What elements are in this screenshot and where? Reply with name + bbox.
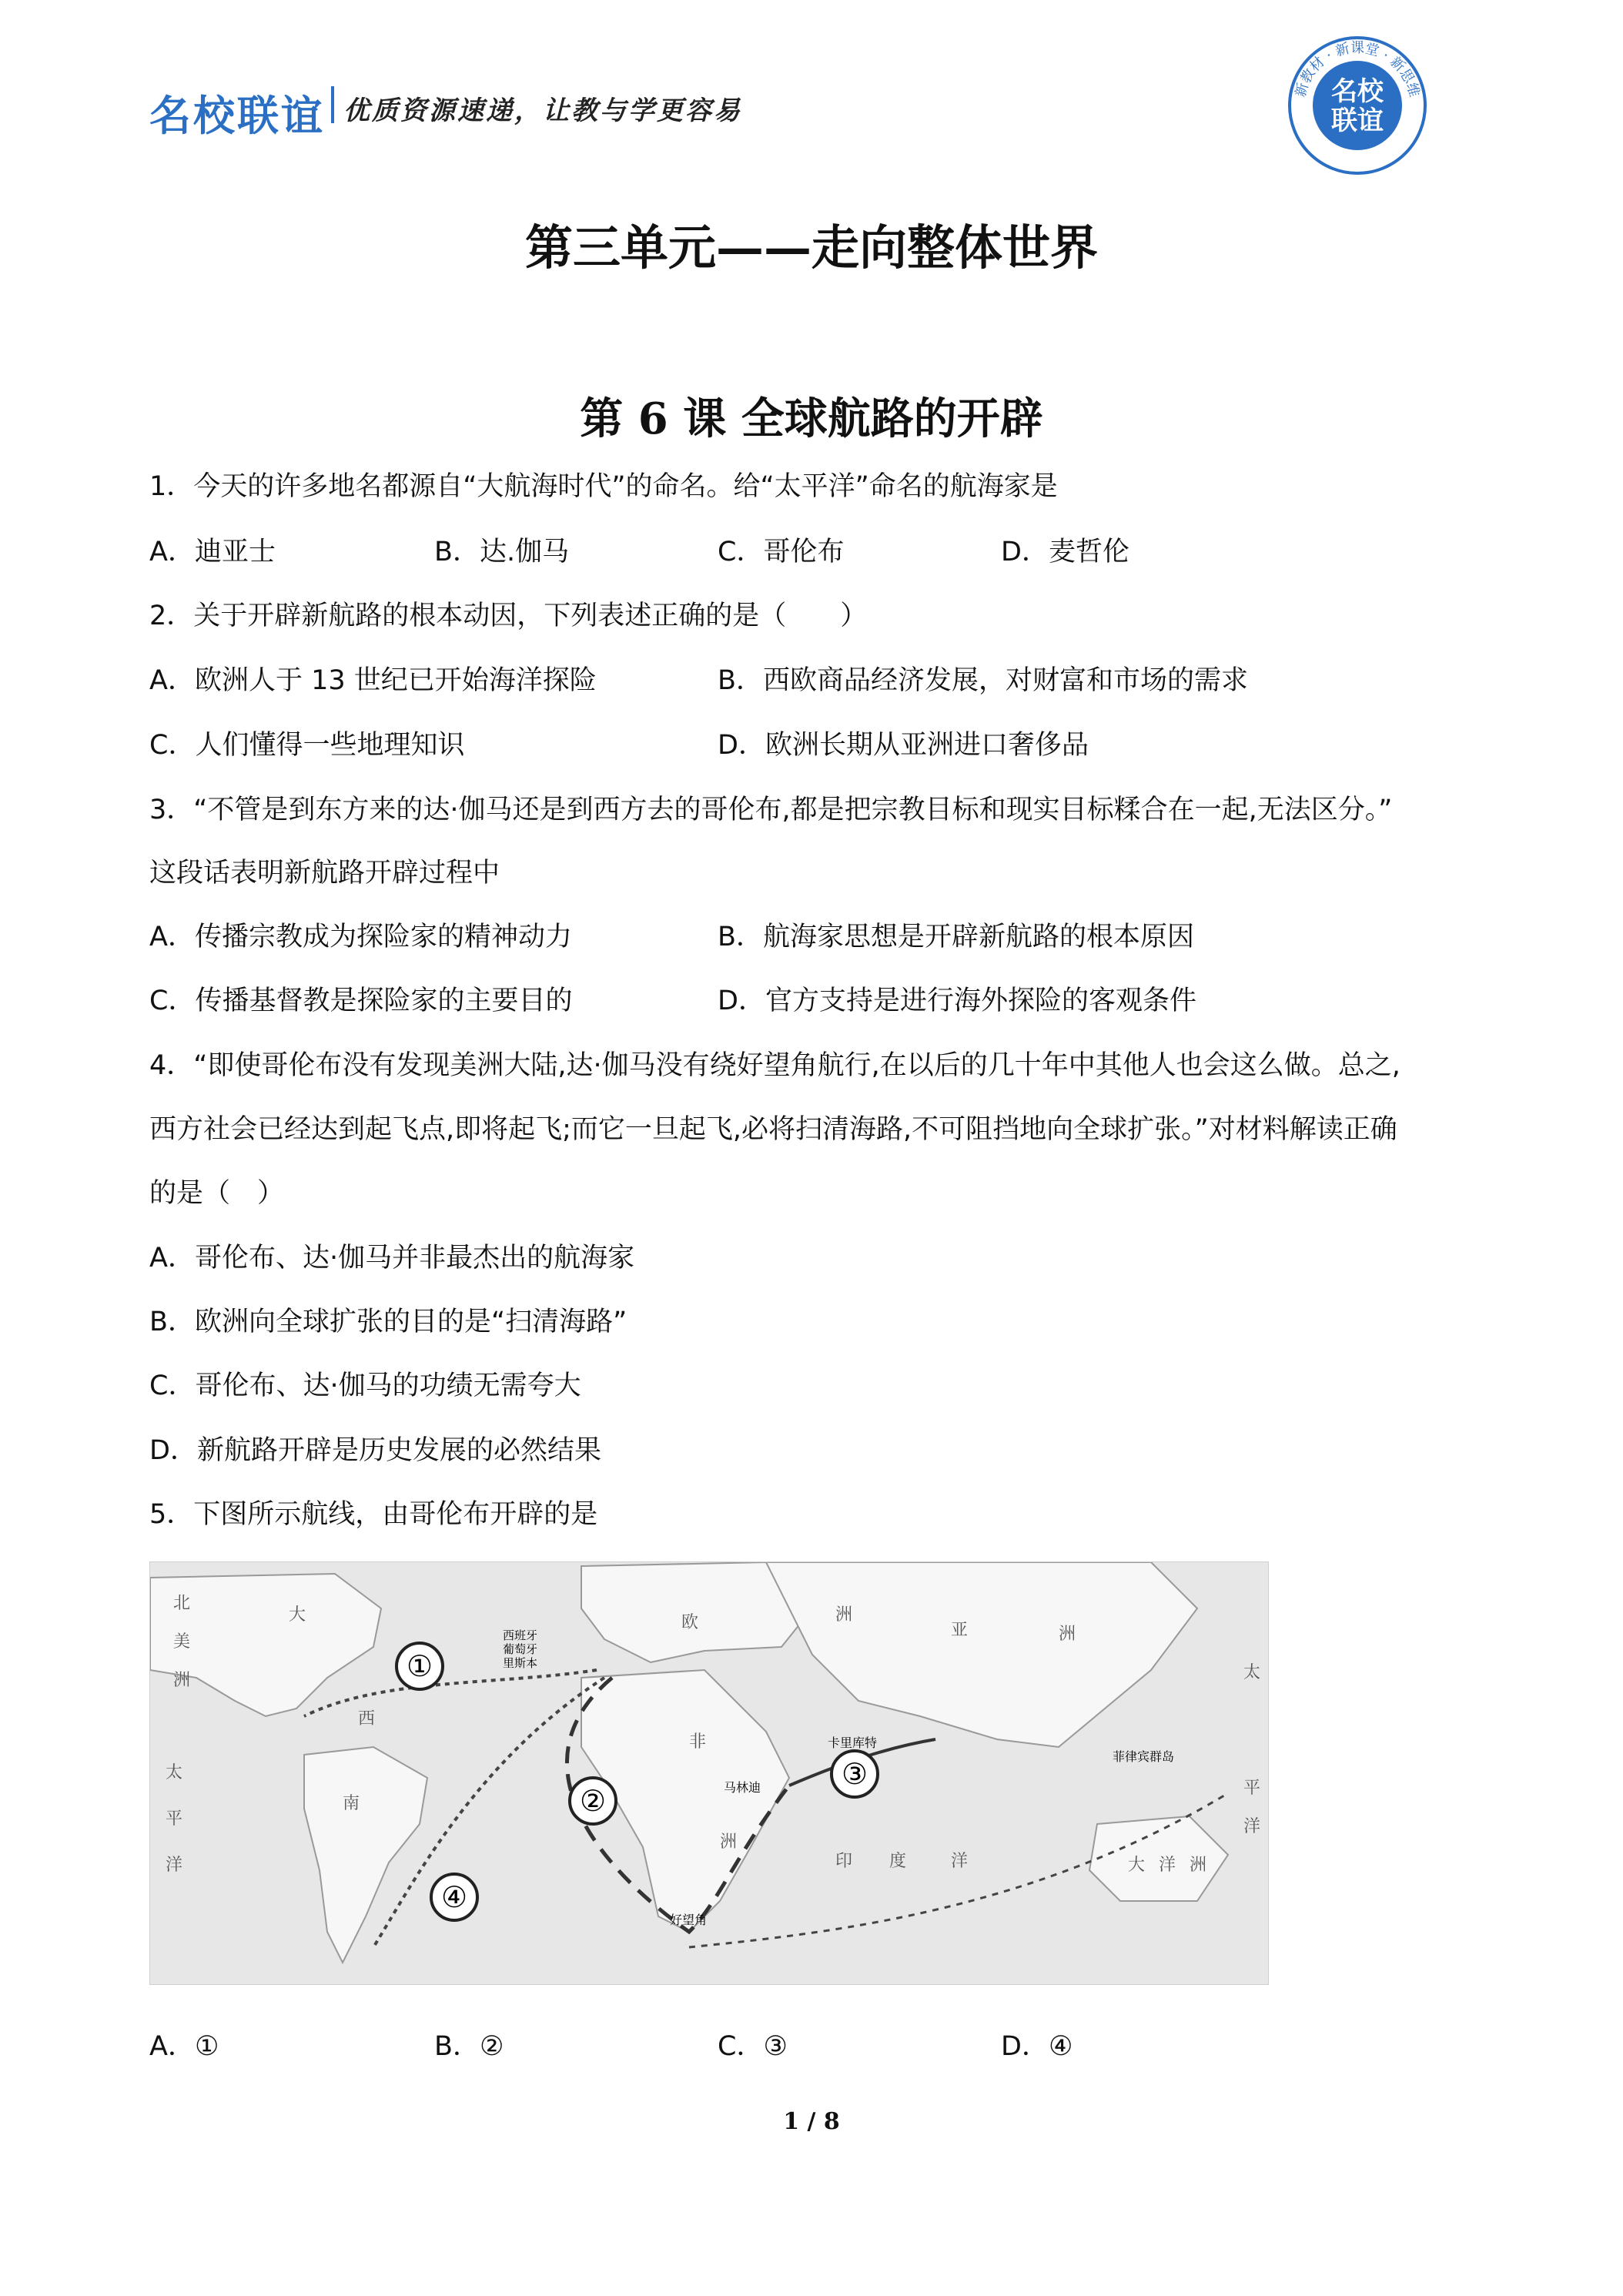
- question-3-option-d: D．官方支持是进行海外探险的客观条件: [718, 986, 1196, 1016]
- question-1-option-b: B．达.伽马: [434, 537, 570, 567]
- question-4-option-c: C．哥伦布、达·伽马的功绩无需夸大: [149, 1371, 581, 1401]
- place-label: 卡里库特: [828, 1735, 878, 1750]
- region-label: 美: [173, 1632, 191, 1652]
- region-label: 大: [1128, 1856, 1146, 1875]
- region-label: 洲: [1190, 1856, 1207, 1875]
- question-1-line-1: 1．今天的许多地名都源自“大航海时代”的命名。给“太平洋”命名的航海家是: [149, 471, 1058, 502]
- region-label: 太: [166, 1763, 183, 1782]
- place-label: 里斯本: [503, 1656, 538, 1670]
- seal-center-text-1: 名校: [1331, 76, 1384, 107]
- question-1-option-a: A．迪亚士: [149, 537, 276, 567]
- place-label: 好望角: [670, 1913, 708, 1927]
- seal-center-text-2: 联谊: [1331, 105, 1384, 136]
- route-2-marker: [570, 1778, 616, 1824]
- question-4-line-3: 的是（ ）: [149, 1178, 285, 1209]
- question-3-option-a: A．传播宗教成为探险家的精神动力: [149, 922, 572, 952]
- place-label: 葡萄牙: [503, 1642, 538, 1656]
- region-label: 西: [358, 1709, 376, 1729]
- question-2-option-d: D．欧洲长期从亚洲进口奢侈品: [718, 730, 1089, 761]
- brand-slogan: 优质资源速递，让教与学更容易: [343, 95, 742, 126]
- voyage-routes-map: [149, 1561, 1269, 1985]
- question-2-option-c: C．人们懂得一些地理知识: [149, 730, 465, 761]
- region-label: 南: [343, 1794, 360, 1813]
- question-5-line-1: 5．下图所示航线，由哥伦布开辟的是: [149, 1499, 598, 1530]
- question-2-option-a: A．欧洲人于 13 世纪已开始海洋探险: [149, 665, 597, 696]
- svg-text:③: ③: [841, 1757, 868, 1791]
- region-label: 洋: [1159, 1856, 1176, 1875]
- question-4-line-2: 西方社会已经达到起飞点,即将起飞;而它一旦起飞,必将扫清海路,不可阻挡地向全球扩张。”对材料解读正确: [149, 1114, 1397, 1145]
- question-3-line-1: 3．“不管是到东方来的达·伽马还是到西方去的哥伦布,都是把宗教目标和现实目标糅合在一起,无法区分。”: [149, 795, 1393, 825]
- svg-text:①: ①: [406, 1649, 433, 1683]
- place-label: 西班牙: [503, 1628, 538, 1642]
- place-label: 菲律宾群岛: [1113, 1749, 1175, 1764]
- svg-text:②: ②: [579, 1784, 607, 1818]
- question-4-option-d: D．新航路开辟是历史发展的必然结果: [149, 1435, 601, 1466]
- route-4-marker: [431, 1874, 477, 1920]
- region-label: 洋: [166, 1856, 183, 1875]
- question-1-option-c: C．哥伦布: [718, 537, 845, 567]
- svg-text:④: ④: [440, 1880, 468, 1914]
- region-label: 度: [889, 1852, 907, 1871]
- question-2-option-b: B．西欧商品经济发展，对财富和市场的需求: [718, 665, 1249, 696]
- region-label: 非: [689, 1732, 707, 1752]
- school-seal-logo: [1287, 35, 1427, 176]
- region-label: 亚: [951, 1621, 969, 1640]
- region-label: 北: [173, 1594, 191, 1613]
- region-label: 印: [835, 1852, 853, 1871]
- region-label: 平: [1243, 1779, 1261, 1798]
- region-label: 洋: [1243, 1817, 1261, 1836]
- question-4-line-1: 4．“即使哥伦布没有发现美洲大陆,达·伽马没有绕好望角航行,在以后的几十年中其他人也会这么做。总之,: [149, 1050, 1400, 1081]
- place-label: 马林迪: [724, 1780, 761, 1795]
- region-label: 大: [289, 1605, 306, 1625]
- region-label: 洋: [951, 1852, 969, 1871]
- region-label: 欧: [681, 1613, 699, 1632]
- region-label: 洲: [173, 1671, 191, 1690]
- seal-ring-text: 新教材 · 新课堂 · 新思维: [1292, 40, 1423, 99]
- unit-title: 第三单元——走向整体世界: [524, 219, 1098, 276]
- question-2-line-1: 2．关于开辟新航路的根本动因，下列表述正确的是（ ）: [149, 601, 868, 631]
- question-4-option-a: A．哥伦布、达·伽马并非最杰出的航海家: [149, 1243, 635, 1274]
- question-5-option-a: A．①: [149, 2031, 219, 2062]
- brand-logo-text: 名校联谊: [149, 92, 325, 140]
- question-5-option-b: B．②: [434, 2031, 504, 2062]
- question-1-option-d: D．麦哲伦: [1001, 537, 1129, 567]
- question-3-line-2: 这段话表明新航路开辟过程中: [149, 858, 500, 889]
- region-label: 洲: [720, 1832, 738, 1852]
- region-label: 洲: [1059, 1625, 1076, 1644]
- region-label: 太: [1243, 1663, 1261, 1682]
- lesson-title: 第 6 课 全球航路的开辟: [580, 393, 1043, 444]
- brand-divider: [331, 86, 334, 123]
- region-label: 洲: [835, 1605, 853, 1625]
- question-3-option-b: B．航海家思想是开辟新航路的根本原因: [718, 922, 1195, 952]
- question-5-option-c: C．③: [718, 2031, 788, 2062]
- question-5-option-d: D．④: [1001, 2031, 1073, 2062]
- question-3-option-c: C．传播基督教是探险家的主要目的: [149, 986, 573, 1016]
- page-number: 1 / 8: [783, 2108, 840, 2135]
- region-label: 平: [166, 1809, 183, 1829]
- route-3-marker: [832, 1751, 878, 1797]
- route-1-marker: [397, 1643, 443, 1689]
- question-4-option-b: B．欧洲向全球扩张的目的是“扫清海路”: [149, 1307, 627, 1337]
